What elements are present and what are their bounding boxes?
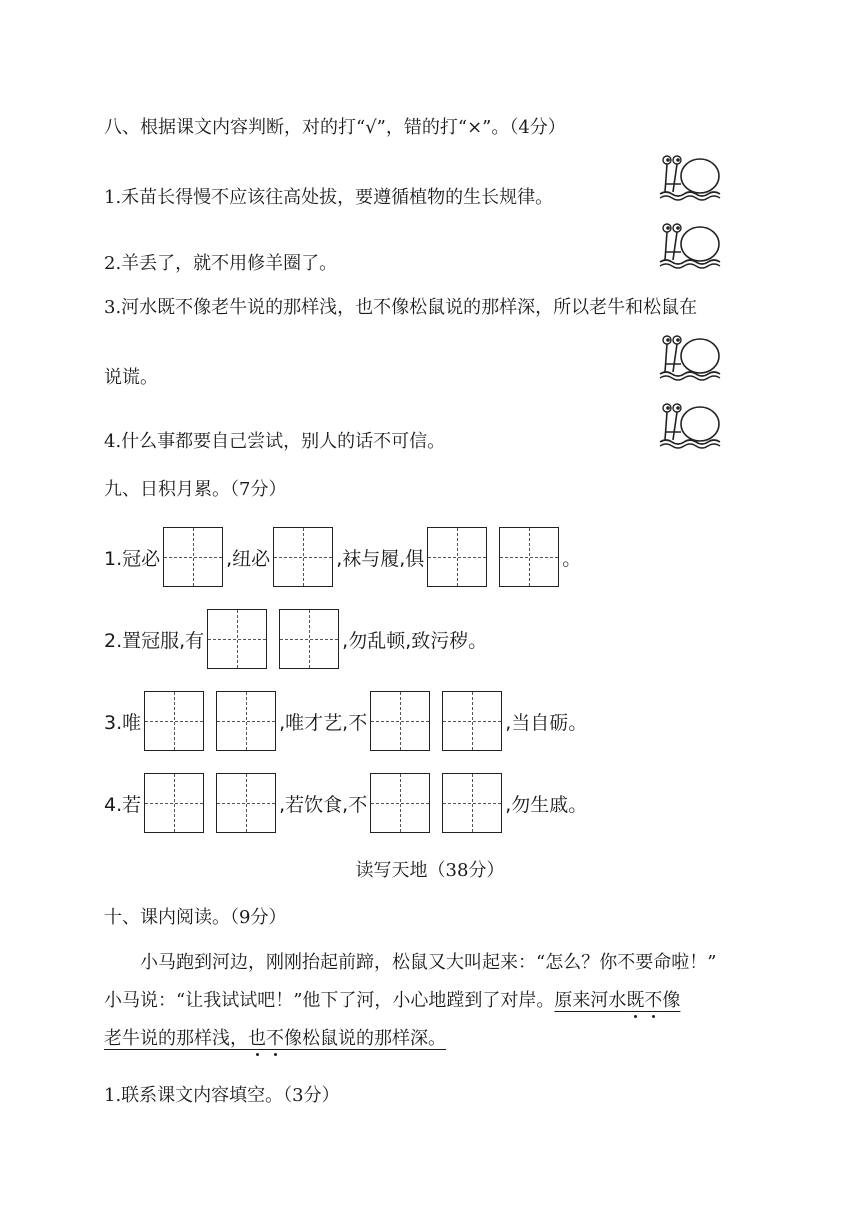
- snail-icon[interactable]: [656, 402, 722, 452]
- fill-text: 2.置冠服,有: [104, 629, 205, 652]
- writing-box[interactable]: [442, 773, 502, 833]
- snail-icon[interactable]: [656, 334, 722, 384]
- passage-line: [104, 982, 780, 1020]
- dotted-char: 不: [644, 990, 663, 1011]
- writing-box[interactable]: [427, 527, 487, 587]
- passage-text: 老牛说的那样浅，: [104, 1028, 248, 1049]
- writing-box[interactable]: [273, 527, 333, 587]
- snail-icon[interactable]: [656, 222, 722, 272]
- writing-box[interactable]: [144, 773, 204, 833]
- writing-box[interactable]: [279, 609, 339, 669]
- fill-row-1: [104, 525, 581, 589]
- judge-item-3: 3.河水既不像老牛说的那样浅，也不像松鼠说的那样深，所以老牛和松鼠在: [104, 297, 698, 318]
- section-9-title: 九、日积月累。（7分）: [104, 479, 287, 500]
- section-8-title: 八、根据课文内容判断，对的打“√”，错的打“×”。（4分）: [104, 117, 566, 138]
- writing-box[interactable]: [163, 527, 223, 587]
- writing-box[interactable]: [442, 691, 502, 751]
- fill-text: ,若饮食,不: [279, 793, 368, 816]
- writing-box[interactable]: [216, 773, 276, 833]
- writing-box[interactable]: [207, 609, 267, 669]
- snail-icon[interactable]: [656, 154, 722, 204]
- dotted-char: 也: [248, 1028, 266, 1049]
- passage-line: 小马跑到河边，刚刚抬起前蹄，松鼠又大叫起来：“怎么？你不要命啦！”: [140, 952, 717, 973]
- writing-box[interactable]: [370, 773, 430, 833]
- writing-box[interactable]: [499, 527, 559, 587]
- fill-text: ,勿乱顿,致污秽。: [342, 629, 488, 652]
- judge-item-4: 4.什么事都要自己尝试，别人的话不可信。: [104, 431, 446, 452]
- passage-text: 像: [662, 990, 681, 1011]
- dotted-char: 既: [626, 990, 645, 1011]
- judge-item-1: 1.禾苗长得慢不应该往高处拔，要遵循植物的生长规律。: [104, 187, 554, 208]
- passage-text: 像松鼠说的那样深。: [284, 1028, 446, 1049]
- reading-passage: [104, 944, 780, 1058]
- fill-text: 3.唯: [104, 711, 142, 734]
- judge-item-2: 2.羊丢了，就不用修羊圈了。: [104, 253, 338, 274]
- writing-box[interactable]: [144, 691, 204, 751]
- dotted-char: 不: [266, 1028, 284, 1049]
- writing-box[interactable]: [216, 691, 276, 751]
- fill-row-3: [104, 689, 587, 753]
- fill-text: ,唯才艺,不: [279, 711, 368, 734]
- fill-text: 1.冠必: [104, 547, 161, 570]
- fill-text: ,袜与履,俱: [336, 547, 425, 570]
- passage-text: 小马说：“让我试试吧！”他下了河，小心地蹚到了对岸。: [104, 990, 555, 1011]
- question-1: 1.联系课文内容填空。（3分）: [104, 1085, 340, 1106]
- fill-text: ,勿生戚。: [505, 793, 588, 816]
- judge-item-3-cont: 说谎。: [104, 367, 158, 388]
- underlined-sentence: [104, 1028, 446, 1049]
- passage-text: 原来河水: [554, 990, 627, 1011]
- section-10-title: 十、课内阅读。（9分）: [104, 907, 287, 928]
- underlined-sentence: [554, 990, 680, 1011]
- fill-text: 4.若: [104, 793, 142, 816]
- fill-text: 。: [562, 547, 582, 570]
- fill-text: ,纽必: [226, 547, 271, 570]
- fill-text: ,当自砺。: [505, 711, 588, 734]
- fill-row-2: [104, 607, 487, 671]
- part-title: 读写天地（38分）: [355, 860, 505, 881]
- fill-row-4: [104, 771, 587, 835]
- passage-line: [104, 1020, 780, 1058]
- writing-box[interactable]: [370, 691, 430, 751]
